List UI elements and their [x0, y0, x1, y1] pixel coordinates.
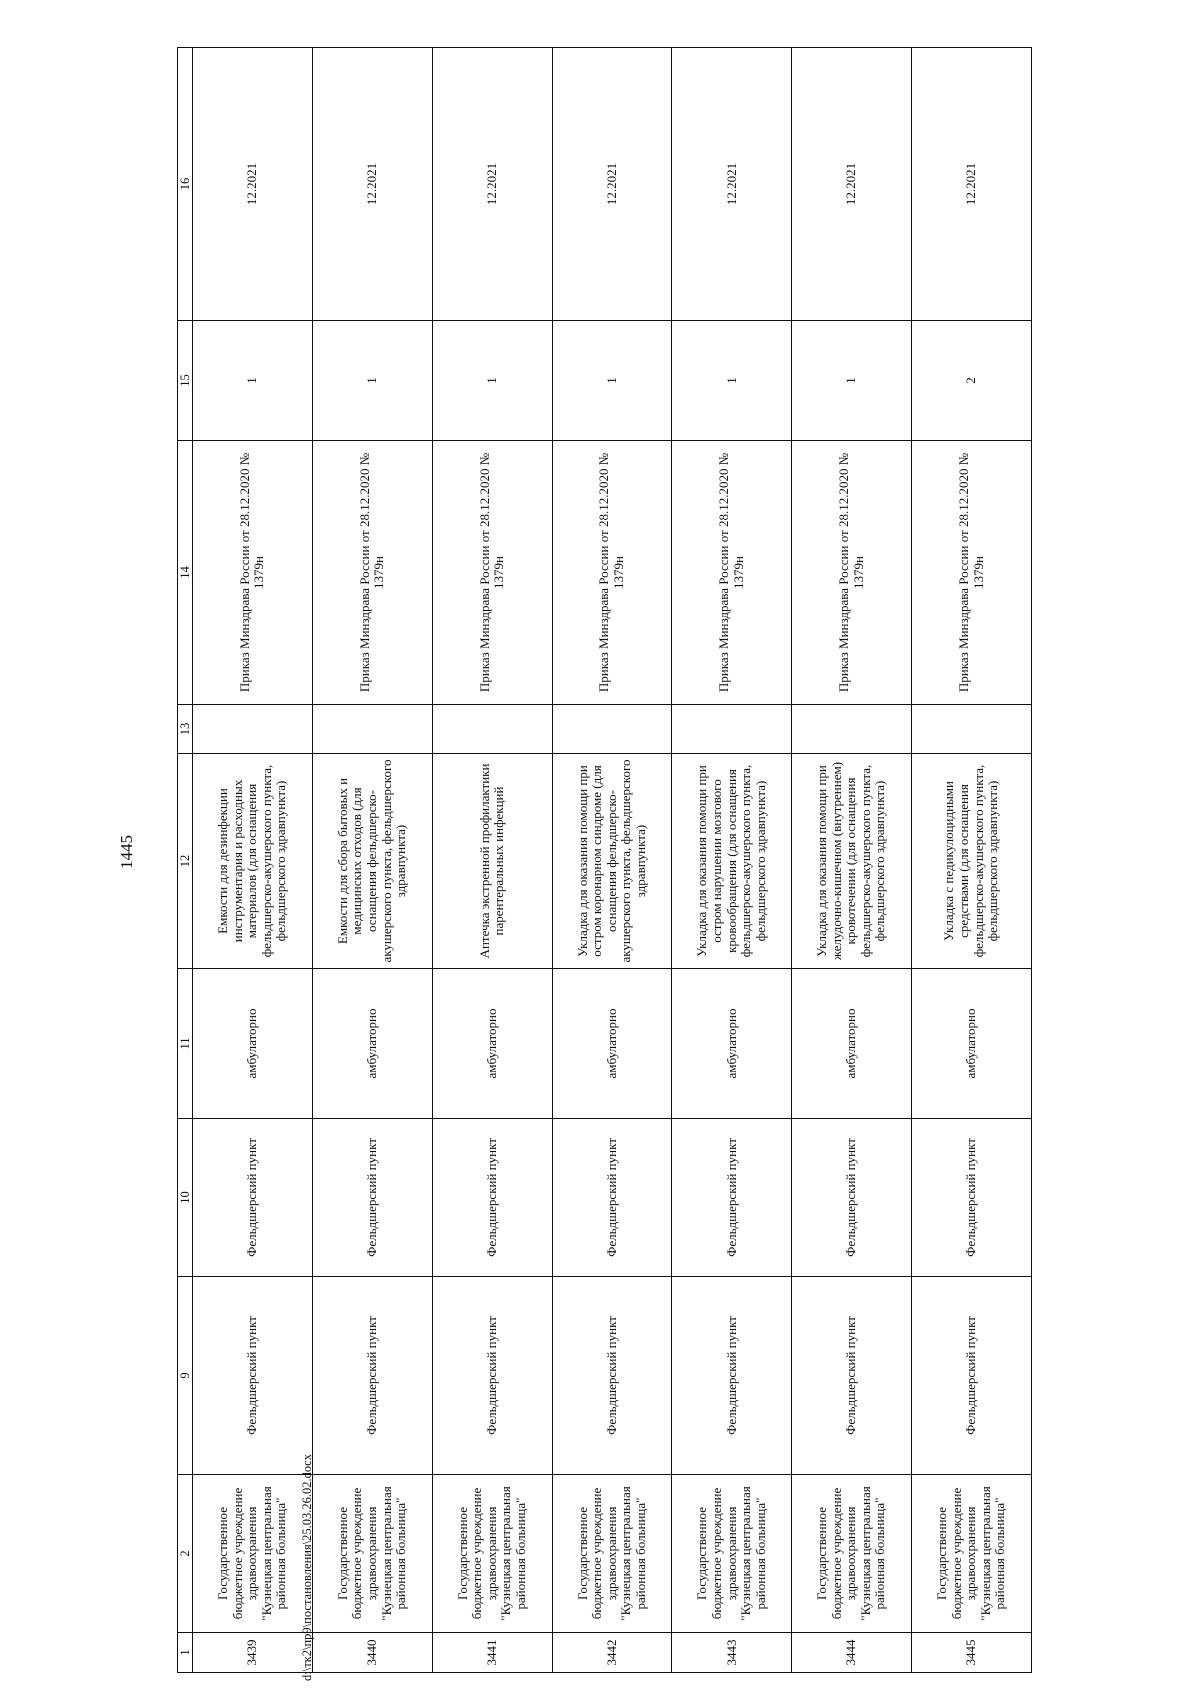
quantity-cell: 1: [792, 321, 912, 441]
column-number-row: [178, 48, 193, 1673]
regulation-cell: Приказ Минздрава России от 28.12.2020 № 1379н: [552, 441, 672, 705]
equipment-name-cell: Укладка для оказания помощи при желудочно-кишечном (внутреннем) кровотечении (для оснащения фельдшерско-акушерского пункта, фельдшерского здравпункта): [792, 754, 912, 969]
column-header: 11: [178, 969, 193, 1119]
table-row: [193, 48, 313, 1673]
subunit-cell: Фельдшерский пункт: [552, 1119, 672, 1277]
table-row: [552, 48, 672, 1673]
column-header: 1: [178, 1633, 193, 1673]
subunit-cell: Фельдшерский пункт: [792, 1119, 912, 1277]
unit-cell: Фельдшерский пункт: [193, 1277, 313, 1475]
table-row: [672, 48, 792, 1673]
care-conditions-cell: амбулаторно: [912, 969, 1032, 1119]
equipment-name-cell: Укладка для оказания помощи при остром коронарном синдроме (для оснащения фельдшерско-акушерского пункта, фельдшерского здравпункта): [552, 754, 672, 969]
date-cell: 12.2021: [792, 48, 912, 321]
quantity-cell: 1: [432, 321, 552, 441]
equipment-table: [177, 47, 1032, 1673]
quantity-cell: 1: [312, 321, 432, 441]
column-header: 9: [178, 1277, 193, 1475]
row-number: 3445: [912, 1633, 1032, 1673]
empty-cell: [672, 705, 792, 754]
column-header: 13: [178, 705, 193, 754]
regulation-cell: Приказ Минздрава России от 28.12.2020 № 1379н: [312, 441, 432, 705]
regulation-cell: Приказ Минздрава России от 28.12.2020 № 1379н: [193, 441, 313, 705]
row-number: 3440: [312, 1633, 432, 1673]
empty-cell: [792, 705, 912, 754]
row-number: 3441: [432, 1633, 552, 1673]
empty-cell: [193, 705, 313, 754]
row-number: 3439: [193, 1633, 313, 1673]
column-header: 16: [178, 48, 193, 321]
empty-cell: [552, 705, 672, 754]
unit-cell: Фельдшерский пункт: [312, 1277, 432, 1475]
equipment-name-cell: Укладка для оказания помощи при остром нарушении мозгового кровообращения (для оснащения фельдшерско-акушерского пункта, фельдшерского здравпункта): [672, 754, 792, 969]
care-conditions-cell: амбулаторно: [792, 969, 912, 1119]
organization-cell: Государственное бюджетное учреждение здравоохранения "Кузнецкая центральная районная больница": [552, 1475, 672, 1633]
equipment-name-cell: Емкости для сбора бытовых и медицинских отходов (для оснащения фельдшерско-акушерского пункта, фельдшерского здравпункта): [312, 754, 432, 969]
subunit-cell: Фельдшерский пункт: [672, 1119, 792, 1277]
empty-cell: [432, 705, 552, 754]
row-number: 3444: [792, 1633, 912, 1673]
unit-cell: Фельдшерский пункт: [912, 1277, 1032, 1475]
subunit-cell: Фельдшерский пункт: [432, 1119, 552, 1277]
regulation-cell: Приказ Минздрава России от 28.12.2020 № 1379н: [792, 441, 912, 705]
quantity-cell: 2: [912, 321, 1032, 441]
table-row: [912, 48, 1032, 1673]
organization-cell: Государственное бюджетное учреждение здравоохранения "Кузнецкая центральная районная больница": [193, 1475, 313, 1633]
equipment-name-cell: Аптечка экстренной профилактики парентеральных инфекций: [432, 754, 552, 969]
care-conditions-cell: амбулаторно: [193, 969, 313, 1119]
unit-cell: Фельдшерский пункт: [552, 1277, 672, 1475]
table-row: [432, 48, 552, 1673]
subunit-cell: Фельдшерский пункт: [912, 1119, 1032, 1277]
empty-cell: [912, 705, 1032, 754]
date-cell: 12.2021: [432, 48, 552, 321]
organization-cell: Государственное бюджетное учреждение здравоохранения "Кузнецкая центральная районная больница": [672, 1475, 792, 1633]
date-cell: 12.2021: [193, 48, 313, 321]
unit-cell: Фельдшерский пункт: [672, 1277, 792, 1475]
footer-file-path: d:\тк2\пр9\постановления\25.03.26.02.docx: [299, 1453, 314, 1681]
table-row: [312, 48, 432, 1673]
empty-cell: [312, 705, 432, 754]
column-header: 2: [178, 1475, 193, 1633]
quantity-cell: 1: [193, 321, 313, 441]
care-conditions-cell: амбулаторно: [552, 969, 672, 1119]
row-number: 3442: [552, 1633, 672, 1673]
equipment-name-cell: Емкости для дезинфекции инструментария и расходных материалов (для оснащения фельдшерско-акушерского пункта, фельдшерского здравпункта): [193, 754, 313, 969]
organization-cell: Государственное бюджетное учреждение здравоохранения "Кузнецкая центральная районная больница": [792, 1475, 912, 1633]
table-row: [792, 48, 912, 1673]
care-conditions-cell: амбулаторно: [672, 969, 792, 1119]
care-conditions-cell: амбулаторно: [312, 969, 432, 1119]
date-cell: 12.2021: [312, 48, 432, 321]
organization-cell: Государственное бюджетное учреждение здравоохранения "Кузнецкая центральная районная больница": [312, 1475, 432, 1633]
column-header: 15: [178, 321, 193, 441]
regulation-cell: Приказ Минздрава России от 28.12.2020 № 1379н: [432, 441, 552, 705]
unit-cell: Фельдшерский пункт: [432, 1277, 552, 1475]
quantity-cell: 1: [672, 321, 792, 441]
date-cell: 12.2021: [552, 48, 672, 321]
regulation-cell: Приказ Минздрава России от 28.12.2020 № 1379н: [672, 441, 792, 705]
date-cell: 12.2021: [672, 48, 792, 321]
equipment-table-wrapper: [177, 48, 1032, 1673]
column-header: 14: [178, 441, 193, 705]
organization-cell: Государственное бюджетное учреждение здравоохранения "Кузнецкая центральная районная больница": [432, 1475, 552, 1633]
column-header: 12: [178, 754, 193, 969]
column-header: 10: [178, 1119, 193, 1277]
row-number: 3443: [672, 1633, 792, 1673]
subunit-cell: Фельдшерский пункт: [193, 1119, 313, 1277]
equipment-name-cell: Укладка с педикулоцидными средствами (для оснащения фельдшерско-акушерского пункта, фельдшерского здравпункта): [912, 754, 1032, 969]
regulation-cell: Приказ Минздрава России от 28.12.2020 № 1379н: [912, 441, 1032, 705]
unit-cell: Фельдшерский пункт: [792, 1277, 912, 1475]
page-number: 1445: [117, 835, 136, 869]
subunit-cell: Фельдшерский пункт: [312, 1119, 432, 1277]
care-conditions-cell: амбулаторно: [432, 969, 552, 1119]
quantity-cell: 1: [552, 321, 672, 441]
date-cell: 12.2021: [912, 48, 1032, 321]
organization-cell: Государственное бюджетное учреждение здравоохранения "Кузнецкая центральная районная больница": [912, 1475, 1032, 1633]
